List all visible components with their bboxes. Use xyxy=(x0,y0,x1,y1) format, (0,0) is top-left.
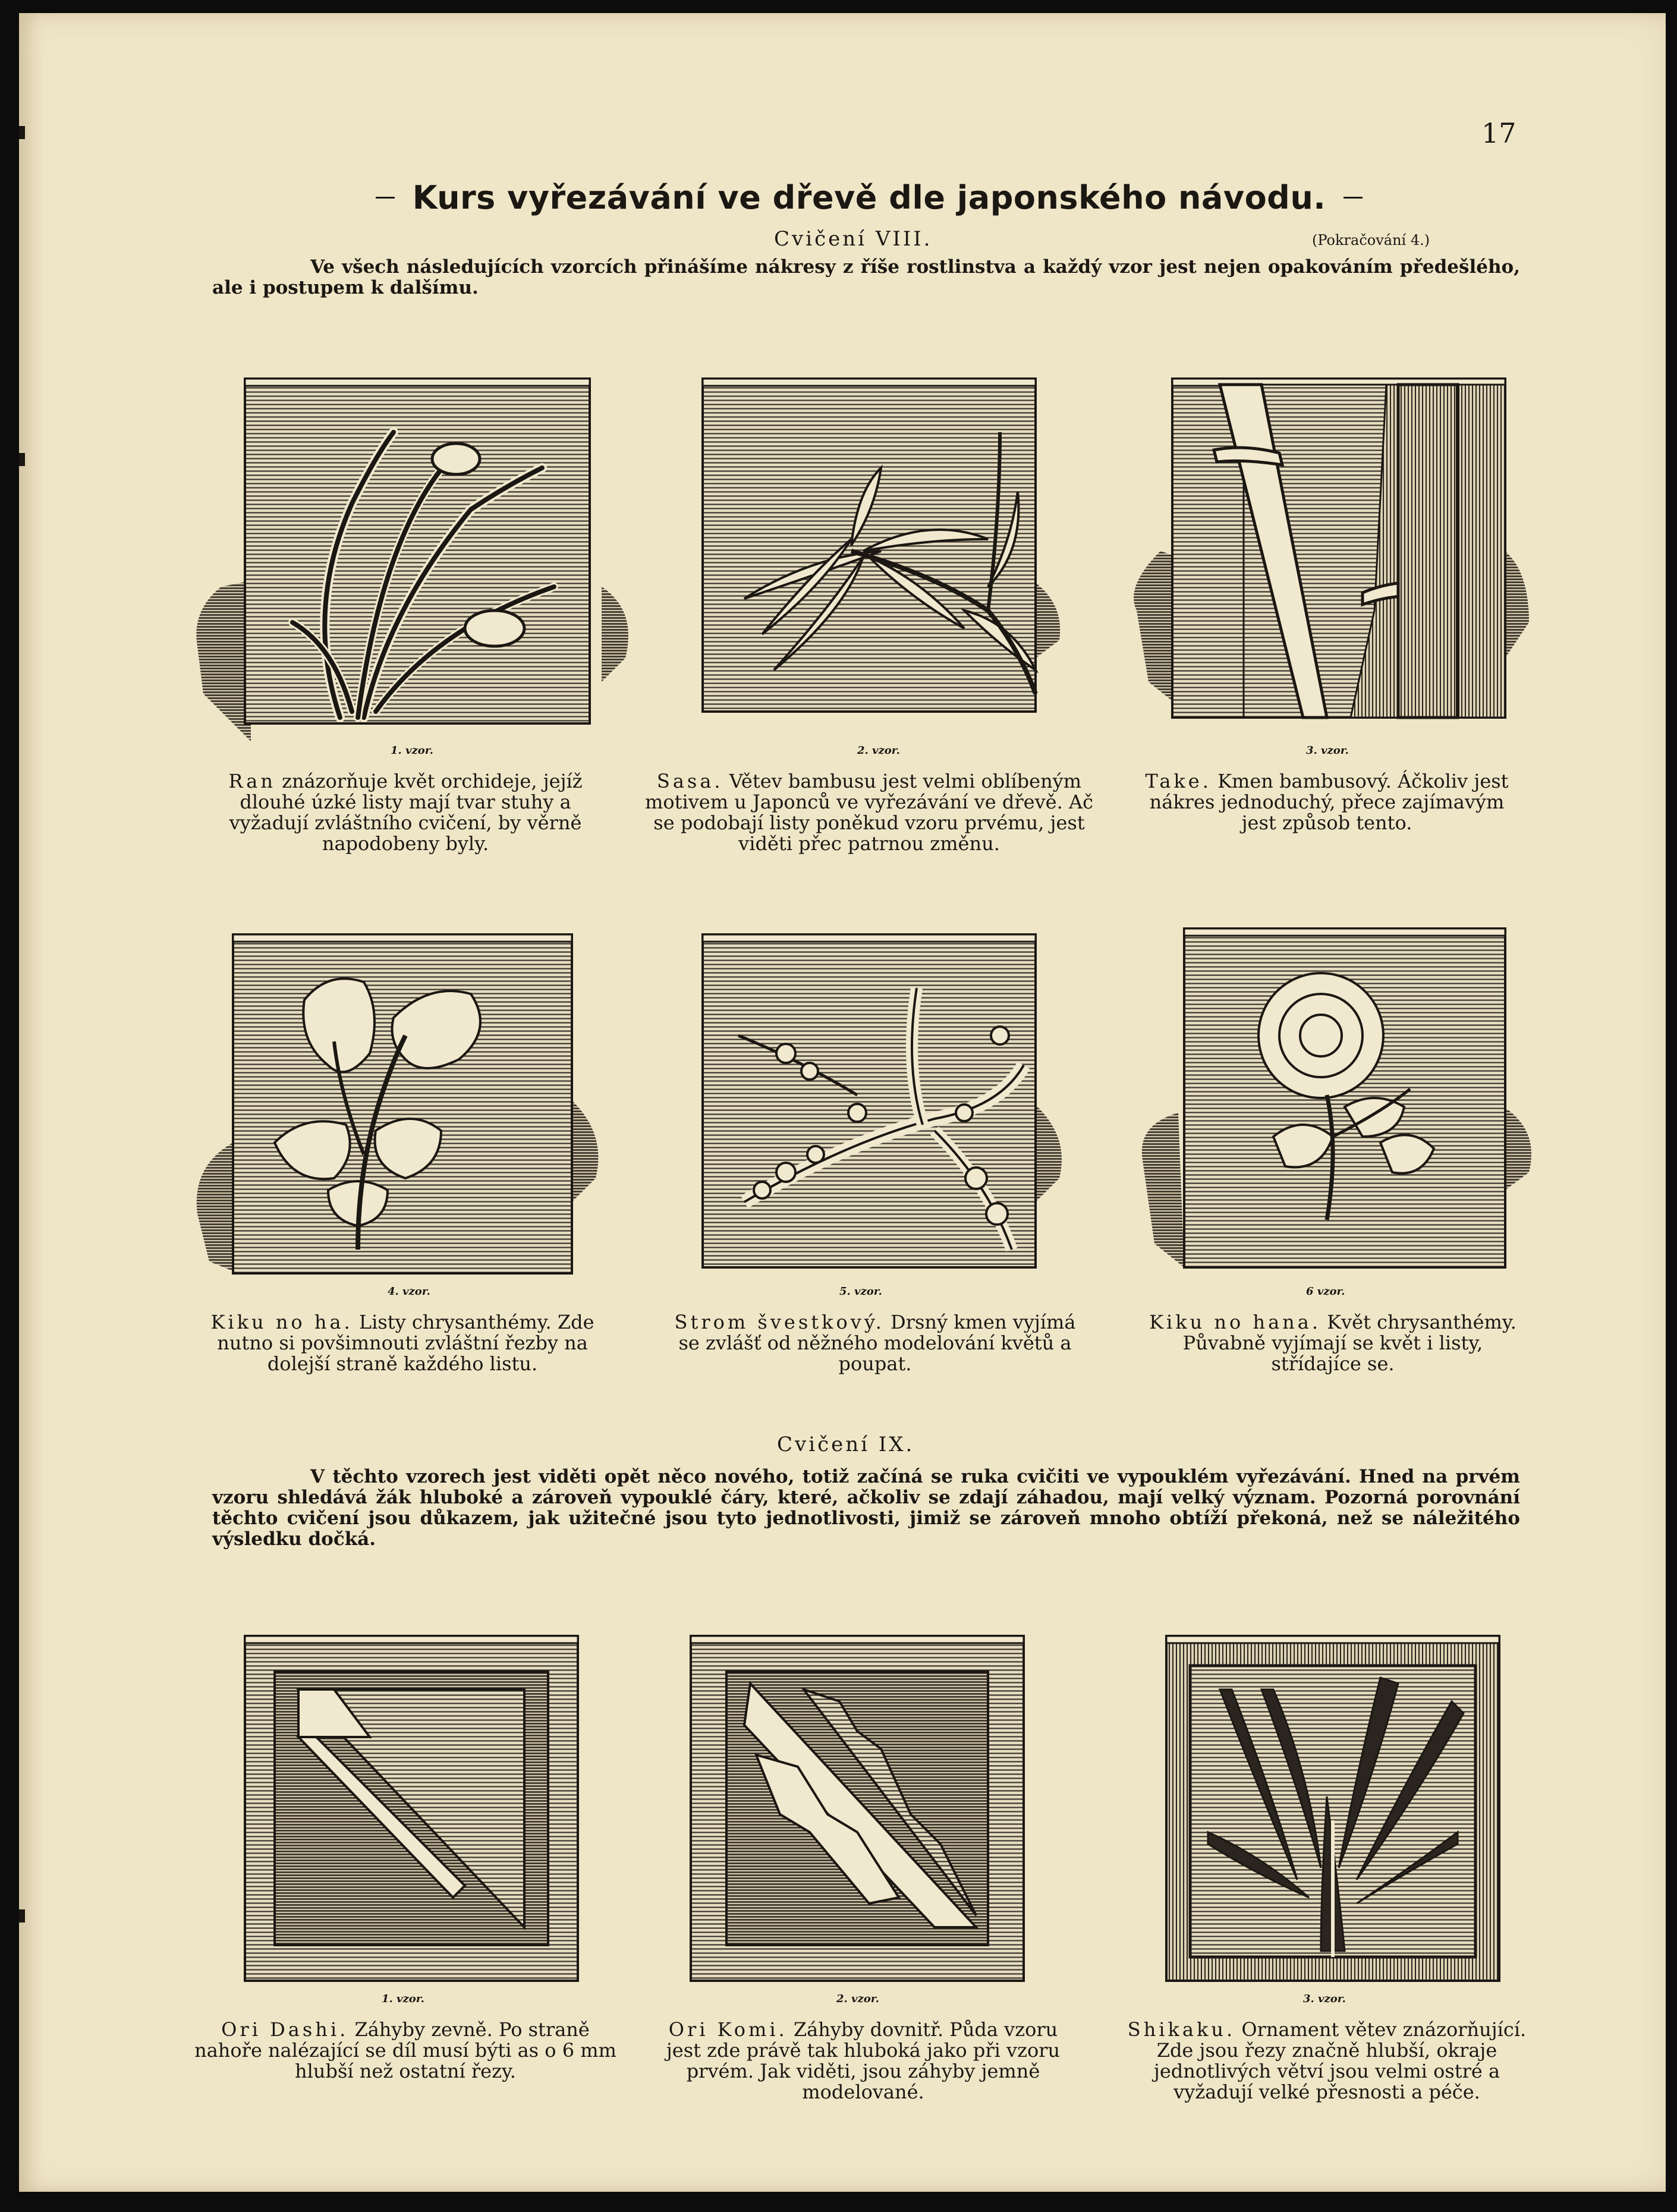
caption-name: Ori Dashi. xyxy=(221,2018,349,2041)
continuation-note: (Pokračování 4.) xyxy=(1312,232,1430,248)
page xyxy=(19,13,1666,2192)
caption-text: znázorňuje květ orchideje, jejíž dlouhé úzké listy mají tvar stuhy a vyžadují zvláštního cvičení, by věrně napodobeny byly. xyxy=(229,770,583,855)
exercise-9-heading: Cvičení IX. xyxy=(777,1433,915,1456)
figure-number: 5. vzor. xyxy=(839,1285,882,1298)
figure-ori-komi xyxy=(661,1618,1047,1987)
figure-number: 6 vzor. xyxy=(1306,1285,1345,1298)
caption-plum-tree xyxy=(673,1312,1077,1374)
caption-ori-dashi xyxy=(191,2019,619,2082)
exercise-8-heading: Cvičení VIII. xyxy=(774,227,933,251)
caption-text: Záhyby zevně. Po straně nahoře nalézající se díl musí býti as o 6 mm hlubší než ostatní řezy. xyxy=(194,2018,616,2082)
caption-name: Strom švestkový. xyxy=(674,1311,885,1333)
caption-name: Take. xyxy=(1145,770,1212,792)
caption-orchid xyxy=(197,771,613,854)
caption-text: Ornament větev znázorňující. Zde jsou řezy značně hlubší, okraje jednotlivých větví jsou velmi ostré a vyžadují velké přesnosti a péče. xyxy=(1153,2018,1527,2103)
title-row xyxy=(376,174,1363,221)
caption-name: Kiku no ha. xyxy=(210,1311,353,1333)
caption-text: Drsný kmen vyjímá se zvlášť od něžného modelování květů a poupat. xyxy=(678,1311,1076,1375)
figure-plum-tree xyxy=(667,917,1071,1285)
caption-text: Větev bambusu jest velmi oblíbeným motivem u Japonců ve vyřezávání ve dřevě. Ač se podobají listy poněkud vzoru prvému, jest viděti přec patrnou změnu. xyxy=(645,770,1093,855)
figure-bamboo-stem xyxy=(1125,361,1535,729)
figure-shikaku xyxy=(1143,1618,1523,1987)
caption-bamboo-stem xyxy=(1137,771,1517,833)
page-title: Kurs vyřezávání ve dřevě dle japonského návodu. xyxy=(412,178,1326,216)
caption-bamboo-branch xyxy=(637,771,1101,854)
figure-number: 3. vzor. xyxy=(1303,1993,1346,2005)
binding-mark xyxy=(19,1909,25,1922)
binding-mark xyxy=(19,126,25,139)
title-rule-right xyxy=(1344,197,1363,199)
figure-orchid xyxy=(185,361,643,741)
figure-ori-dashi xyxy=(215,1618,596,1987)
caption-name: Shikaku. xyxy=(1127,2018,1236,2041)
caption-text: Kmen bambusový. Áčkoliv jest nákres jednoduchý, přece zajímavým jest způsob tento. xyxy=(1149,770,1509,834)
caption-chrysanthemum-flower xyxy=(1137,1312,1529,1374)
page-number: 17 xyxy=(1481,117,1516,149)
figure-number: 2. vzor. xyxy=(836,1993,879,2005)
caption-name: Sasa. xyxy=(656,770,723,792)
caption-text: Květ chrysanthémy. Půvabně vyjímají se květ i listy, střídajíce se. xyxy=(1182,1311,1516,1375)
figure-chrysanthemum-leaves xyxy=(180,917,608,1285)
caption-text: Listy chrysanthémy. Zde nutno si povšimnouti zvláštní řezby na dolejší straně každého listu. xyxy=(217,1311,594,1375)
figure-number: 3. vzor. xyxy=(1306,744,1349,757)
figure-number: 1. vzor. xyxy=(382,1993,424,2005)
figure-bamboo-branch xyxy=(655,361,1065,729)
exercise-8-intro: Ve všech následujících vzorcích přinášíme nákresy z říše rostlinstva a každý vzor jest nejen opakováním předešlého, ale i postupem k dalšímu. xyxy=(212,256,1520,298)
binding-mark xyxy=(19,453,25,466)
caption-name: Kiku no hana. xyxy=(1149,1311,1321,1333)
figure-chrysanthemum-flower xyxy=(1131,911,1541,1279)
caption-chrysanthemum-leaves xyxy=(194,1312,611,1374)
title-rule-left xyxy=(376,197,395,199)
figure-number: 1. vzor. xyxy=(391,744,433,757)
figure-number: 2. vzor. xyxy=(857,744,900,757)
caption-ori-komi xyxy=(649,2019,1077,2103)
caption-name: Ran xyxy=(228,770,276,792)
caption-name: Ori Komi. xyxy=(668,2018,788,2041)
exercise-9-intro: V těchto vzorech jest viděti opět něco nového, totiž začíná se ruka cvičiti ve vypouklém vyřezávání. Hned na prvém vzoru shledává žák hluboké a zároveň vypouklé čáry, které, ačkoliv se zdají záhadou, mají velký význam. Pozorná porovnání těchto cvičení jsou důkazem, jak užitečné jsou tyto jednotlivosti, jimiž se zároveň mnoho obtíží překoná, než se náležitého výsledku dočká. xyxy=(212,1466,1520,1550)
caption-shikaku xyxy=(1125,2019,1529,2103)
caption-text: Záhyby dovnitř. Půda vzoru jest zde právě tak hluboká jako při vzoru prvém. Jak viděti, jsou záhyby jemně modelované. xyxy=(666,2018,1061,2103)
figure-number: 4. vzor. xyxy=(388,1285,430,1298)
